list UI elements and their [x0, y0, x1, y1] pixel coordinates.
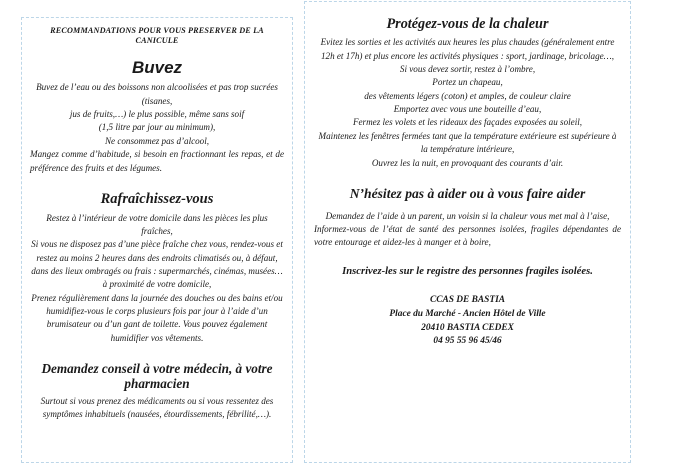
section-heading-nhesitez-pas: N’hésitez pas à aider ou à vous faire aider — [349, 185, 586, 201]
buvez-line-5: Mangez comme d’habitude, si besoin en fractionnant les repas, et de préférence des fruits et des légumes. — [30, 149, 284, 173]
buvez-line-2: jus de fruits,…) le plus possible, même sans soif — [69, 109, 245, 120]
rafraichissez-line-2: Si vous ne disposez pas d’une pièce fraîche chez vous, rendez-vous et restez au moins 2 heures dans des endroits climatisés ou, à défaut, dans des lieux ombragés ou frais : supermarchés, cinémas, musées… à proximité de votre domicile, — [31, 239, 283, 290]
section-rafraichissez-vous — [30, 191, 284, 345]
section-heading-buvez: Buvez — [131, 57, 183, 77]
section-nhesitez-pas — [314, 186, 621, 278]
protegez-line-8: Ouvrez les la nuit, en provoquant des courants d’air. — [371, 157, 564, 168]
protegez-line-1: Evitez les sorties et les activités aux heures les plus chaudes (généralement entre 12h et 17h) et plus encore les activités physiques : sport, jardinage, bricolage…, — [320, 37, 615, 61]
protegez-line-2: Si vous devez sortir, restez à l’ombre, — [399, 64, 536, 75]
page-title: RECOMMANDATIONS POUR VOUS PRESERVER DE LA CANICULE — [50, 26, 264, 45]
section-demandez-conseil — [30, 361, 284, 421]
section-buvez — [30, 59, 284, 175]
buvez-line-4: Ne consommez pas d’alcool, — [104, 135, 210, 146]
address-phone: 04 95 55 96 45/46 — [433, 336, 502, 347]
nhesitez-line-1: Demandez de l’aide à un parent, un voisin si la chaleur vous met mal à l’aise, — [325, 210, 610, 221]
protegez-line-5: Emportez avec vous une bouteille d’eau, — [393, 104, 542, 115]
right-column-panel — [304, 1, 631, 463]
protegez-line-4: des vêtements légers (coton) et amples, de couleur claire — [364, 90, 571, 101]
section-heading-demandez-conseil: Demandez conseil à votre médecin, à votre pharmacien — [41, 361, 273, 392]
rafraichissez-line-3: Prenez régulièrement dans la journée des douches ou des bains et/ou humidifiez-vous le corps plusieurs fois par jour à l’aide d’un brumisateur ou d’un gant de toilette. Vous pouvez également humidifier vos vêtements. — [31, 292, 283, 343]
demandez-line-1: Surtout si vous prenez des médicaments ou si vous ressentez des symptômes inhabituels (nausées, étourdissements, fébrilité,…). — [40, 395, 274, 419]
section-heading-rafraichissez-vous: Rafraîchissez-vous — [100, 190, 214, 207]
left-column-panel — [21, 17, 293, 463]
contact-address-block — [314, 294, 621, 349]
rafraichissez-line-1: Restez à l’intérieur de votre domicile dans les pièces les plus fraîches, — [46, 212, 268, 236]
nhesitez-line-2: Informez-vous de l’état de santé des personnes isolées, fragiles dépendantes de votre entourage et aidez-les à manger et à boire, — [314, 223, 621, 248]
buvez-line-1: Buvez de l’eau ou des boissons non alcoolisées et pas trop sucrées (tisanes, — [36, 82, 278, 106]
address-street: Place du Marché - Ancien Hôtel de Ville — [389, 308, 546, 319]
buvez-line-3: (1,5 litre par jour au minimum), — [98, 122, 216, 133]
section-protegez-vous — [314, 16, 621, 170]
protegez-line-6: Fermez les volets et les rideaux des façades exposées au soleil, — [352, 117, 583, 128]
protegez-line-3: Portez un chapeau, — [432, 77, 503, 88]
section-heading-protegez-vous: Protégez-vous de la chaleur — [386, 16, 549, 32]
address-city: 20410 BASTIA CEDEX — [421, 322, 514, 333]
call-to-action-register: Inscrivez-les sur le registre des personnes fragiles isolées. — [342, 265, 593, 277]
address-organization: CCAS DE BASTIA — [429, 295, 506, 306]
protegez-line-7: Maintenez les fenêtres fermées tant que la température extérieure est supérieure à la température intérieure, — [318, 130, 617, 155]
